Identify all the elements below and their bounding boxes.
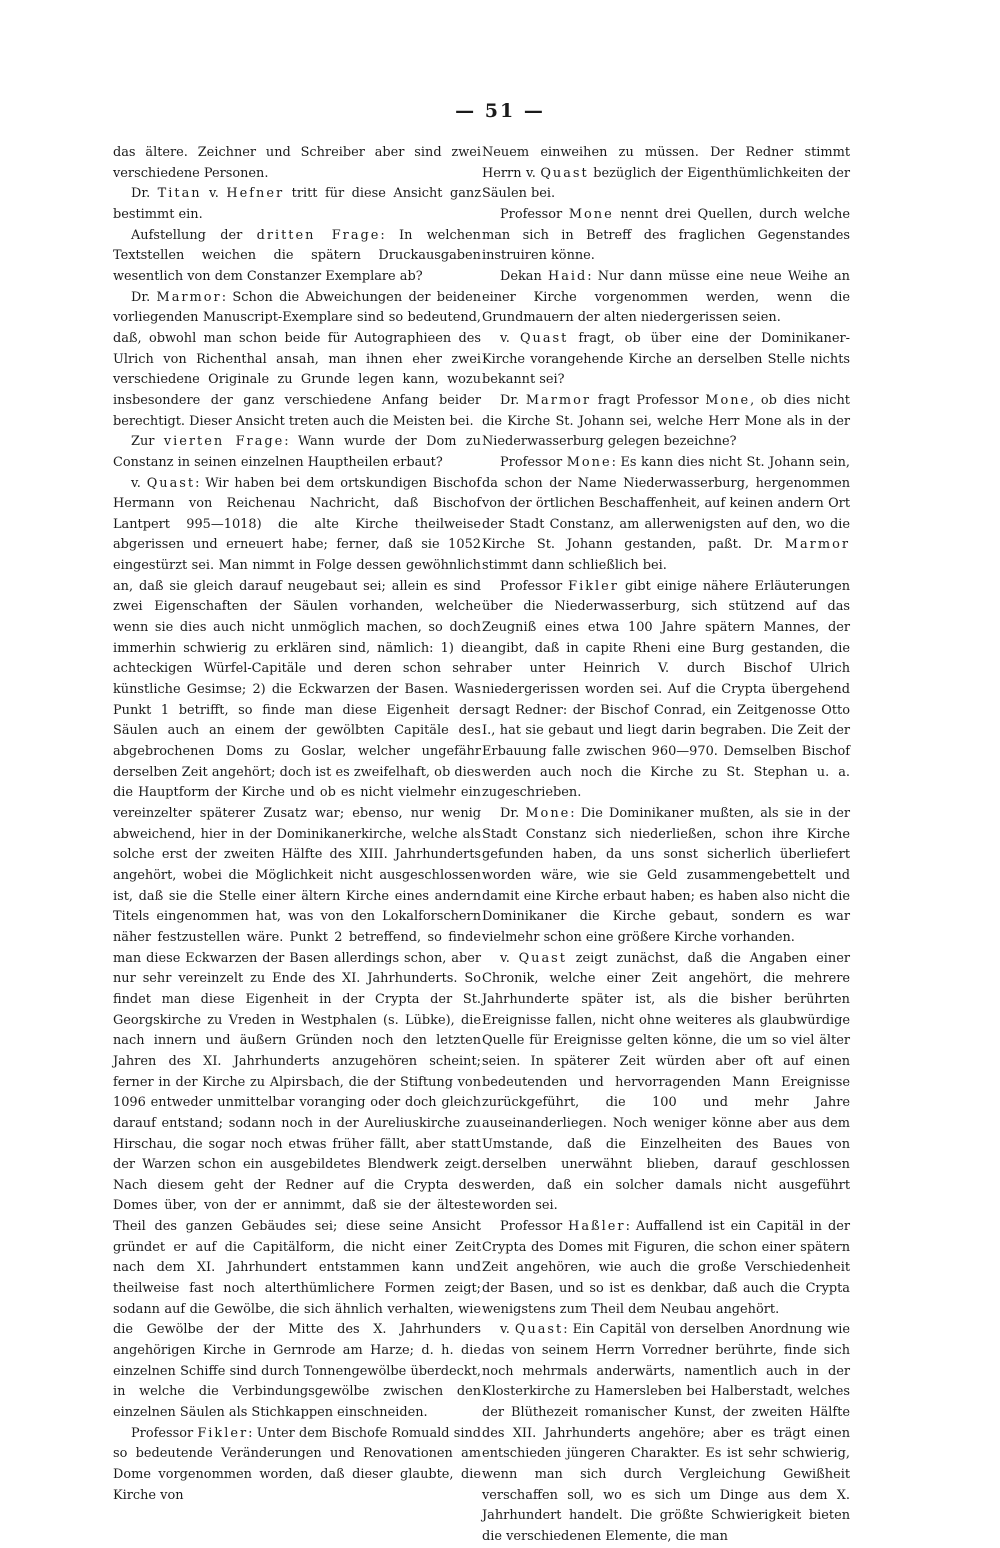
paragraph: [482, 577, 850, 804]
right-column: [482, 143, 850, 1548]
paragraph: [482, 949, 850, 1218]
text-run: v.: [500, 950, 519, 966]
text-run: Professor: [131, 1425, 198, 1441]
text-run: v.: [500, 330, 520, 346]
text-run: tritt für diese Ansicht ganz bestimmt ein.: [113, 186, 481, 222]
speaker-name: Mone: [566, 454, 612, 470]
text-run: : Ein Capitäl von derselben Anordnung wie das von seinem Herrn Vorredner berührte, finde sich noch mehrmals anderwärts, namentlich auch in der Klosterkirche zu Hamersleben bei Halberstadt, welches der Blüthezeit romanischer Kunst, der zweiten Hälfte des XII. Jahrhunderts angehöre; aber es trägt einen entschieden jüngeren Charakter. Es ist sehr schwierig, wenn man sich durch Vergleichung Gewißheit verschaffen soll, wo es sich um Dinge aus dem X. Jahrhundert handelt. Die größte Schwierigkeit bieten die verschiedenen Elemente, die man: [482, 1322, 850, 1544]
text-run: Dekan: [500, 268, 548, 284]
text-run: zeigt zunächst, daß die Angaben einer Chronik, welche einer Zeit angehört, die mehrere Jahrhunderte später ist, als die bisher berührten Ereignisse fallen, nicht ohne weiteres als glaubwürdige Quelle für Ereignisse gelten könne, die um so viel älter seien. In späterer Zeit würden aber oft auf einen bedeutenden und hervorragenden Mann Ereignisse zurückgeführt, die 100 und mehr Jahre auseinanderliegen. Noch weniger könne aber aus dem Umstande, daß die Einzelheiten des Baues von derselben unerwähnt blieben, darauf geschlossen werden, daß ein solcher damals nicht ausgeführt worden sei.: [482, 950, 850, 1214]
text-run: : Die Dominikaner mußten, als sie in der Stadt Constanz sich niederließen, schon ihre Kirche gefunden haben, da uns sonst sicherlich überliefert worden wäre, wie sie Geld zusammengebettelt und damit eine Kirche erbaut haben; es haben also nicht die Dominikaner die Kirche gebaut, sondern es war vielmehr schon eine größere Kirche vorhanden.: [482, 806, 850, 945]
speaker-name: Hefner: [226, 186, 285, 202]
speaker-name: Mone: [568, 206, 614, 222]
text-run: stimmt dann schließlich bei.: [482, 558, 667, 574]
paragraph: [113, 432, 481, 473]
paragraph: [113, 288, 481, 433]
text-run: das ältere. Zeichner und Schreiber aber sind zwei verschiedene Personen.: [113, 145, 481, 181]
speaker-name: Quast: [514, 1322, 564, 1338]
text-run: Neuem einweihen zu müssen. Der Redner stimmt Herrn v.: [482, 145, 850, 181]
speaker-name: Quast: [519, 330, 569, 346]
text-run: nennt drei Quellen, durch welche man sich in Betreff des fraglichen Gegenstandes instruiren könne.: [482, 206, 850, 264]
text-run: , ob dies nicht die Kirche St. Johann sei, welche Herr Mone als in der Niederwasserburg gelegen bezeichne?: [482, 392, 850, 450]
speaker-name: Haid: [547, 268, 588, 284]
speaker-name: Quast: [540, 165, 589, 181]
speaker-name: Mone: [705, 392, 751, 408]
text-run: : Nur dann müsse eine neue Weihe an einer Kirche vorgenommen werden, wenn die Grundmauern der alten niedergerissen seien.: [482, 268, 850, 326]
paragraph: [482, 1320, 850, 1547]
speaker-name: dritten Frage: [256, 227, 381, 243]
speaker-name: vierten Frage: [163, 434, 285, 450]
paragraph: [482, 804, 850, 949]
text-run: : Wir haben bei dem ortskundigen Bischof Hermann von Reichenau Nachricht, daß Bischof Lantpert 995—1018) die alte Kirche theilweise abgerissen und erneuert habe; ferner, daß sie 1052 eingestürzt sei. Man nimmt in Folge dessen gewöhnlich an, daß sie gleich darauf neugebaut sei; allein es sind zwei Eigenschaften der Säulen vorhanden, welche wenn sie dies auch nicht unmöglich machen, so doch immerhin schwierig zu erklären sind, nämlich: 1) die achteckigen Würfel-Capitäle und deren schon sehr künstliche Gesimse; 2) die Eckwarzen der Basen. Was Punkt 1 betrifft, so finde man diese Eigenheit der Säulen auch an einem der gewölbten Capitäle des abgebrochenen Doms zu Goslar, welcher ungefähr derselben Zeit angehört; doch ist es zweifelhaft, ob dies die Hauptform der Kirche und ob es nicht vielmehr ein vereinzelter späterer Zusatz war; ebenso, nur wenig abweichend, hier in der Dominikanerkirche, welche als solche erst der zweiten Hälfte des XIII. Jahrhunderts angehört, wobei die Möglichkeit nicht ausgeschlossen ist, daß sie die Stelle einer ältern Kirche eines andern Titels eingenommen hat, was von den Lokalforschern näher festzustellen wäre. Punkt 2 betreffend, so finde man diese Eckwarzen der Basen allerdings schon, aber nur sehr vereinzelt zu Ende des XI. Jahrhunderts. So findet man diese Eigenheit in der Crypta der St. Georgskirche zu Vreden in Westphalen (s. Lübke), die nach innern und äußern Gründen noch den letzten Jahren des XI. Jahrhunderts anzugehören scheint; ferner in der Kirche zu Alpirsbach, die der Stiftung von 1096 entweder unmittelbar voranging oder doch gleich darauf entstand; sodann noch in der Aureliuskirche zu Hirschau, die sogar noch etwas früher fällt, aber statt der Warzen schon ein ausgebildetes Blendwerk zeigt. Nach diesem geht der Redner auf die Crypta des Domes über, von der er annimmt, daß sie der älteste Theil des ganzen Gebäudes sei; diese seine Ansicht gründet er auf die Capitälform, die nicht einer Zeit nach dem XI. Jahrhundert entstammen kann und theilweise fast noch alterthümlichere Formen zeigt; sodann auf die Gewölbe, die sich ähnlich verhalten, wie die Gewölbe der der Mitte des X. Jahrhunders angehörigen Kirche in Gernrode am Harze; d. h. die einzelnen Schiffe sind durch Tonnengewölbe überdeckt, in welche die Verbindungsgewölbe zwischen den einzelnen Säulen als Stichkappen einschneiden.: [113, 475, 482, 1421]
text-run: Dr.: [500, 392, 526, 408]
speaker-name: Quast: [146, 475, 196, 491]
speaker-name: Mone: [525, 806, 571, 821]
paragraph: [482, 453, 850, 577]
text-run: Aufstellung der: [131, 227, 257, 243]
text-run: v.: [500, 1322, 515, 1338]
text-run: v.: [131, 475, 147, 491]
paragraph: [482, 391, 850, 453]
speaker-name: Quast: [518, 950, 567, 966]
text-run: Dr.: [500, 806, 526, 821]
paragraph: [482, 329, 850, 391]
text-run: : Auffallend ist ein Capitäl in der Crypta des Domes mit Figuren, die schon einer spätern Zeit angehören, wie auch die große Verschiedenheit der Basen, und so ist es denkbar, daß auch die Crypta wenigstens zum Theil dem Neubau angehört.: [482, 1219, 850, 1317]
text-run: Professor: [500, 1219, 569, 1235]
text-run: gibt einige nähere Erläuterungen über die Niederwasserburg, sich stützend auf das Zeugniß eines etwa 100 Jahre spätern Mannes, der angibt, daß in capite Rheni eine Burg gestanden, die aber unter Heinrich V. durch Bischof Ulrich niedergerissen worden sei. Auf die Crypta übergehend sagt Redner: der Bischof Conrad, ein Zeitgenosse Otto I., hat sie gebaut und liegt darin begraben. Die Zeit der Erbauung falle zwischen 960—970. Demselben Bischof werden auch noch die Kirche zu St. Stephan u. a. zugeschrieben.: [482, 578, 851, 801]
paragraph: [482, 1217, 850, 1320]
paragraph: [113, 226, 481, 288]
speaker-name: Haßler: [568, 1219, 626, 1235]
text-run: Zur: [131, 434, 164, 450]
speaker-name: Fikler: [197, 1425, 249, 1441]
paragraph: [113, 143, 481, 184]
text-run: : Unter dem Bischofe Romuald sind so bedeutende Veränderungen und Renovationen am Dome vorgenommen worden, daß dieser glaubte, die Kirche von: [113, 1425, 481, 1503]
speaker-name: Titan: [157, 186, 202, 202]
text-run: fragt, ob über eine der Dominikaner-Kirche vorangehende Kirche an derselben Stelle nichts bekannt sei?: [482, 330, 850, 388]
left-column: [113, 143, 481, 1506]
text-run: Dr.: [131, 186, 158, 202]
text-run: : In welchen Textstellen weichen die spätern Druckausgaben wesentlich von dem Constanzer Exemplare ab?: [113, 227, 481, 284]
paragraph: [482, 143, 850, 205]
speaker-name: Marmor: [784, 537, 850, 553]
text-run: fragt Professor: [591, 392, 706, 408]
speaker-name: Marmor: [525, 392, 592, 408]
speaker-name: Fikler: [568, 578, 619, 594]
text-run: : Wann wurde der Dom zu Constanz in seinen einzelnen Hauptheilen erbaut?: [113, 434, 481, 470]
text-run: Professor: [500, 454, 567, 470]
text-run: Dr.: [131, 289, 157, 305]
paragraph: [113, 1424, 481, 1507]
page-number: — 51 —: [455, 100, 545, 122]
text-run: Professor: [500, 206, 569, 222]
paragraph: [482, 205, 850, 267]
text-run: : Es kann dies nicht St. Johann sein, da schon der Name Niederwasserburg, hergenommen von der örtlichen Beschaffenheit, auf keinen andern Ort der Stadt Constanz, am allerwenigsten auf den, wo die Kirche St. Johann gestanden, paßt. Dr.: [482, 454, 851, 553]
text-run: Professor: [500, 578, 569, 594]
text-run: bezüglich der Eigenthümlichkeiten der Säulen bei.: [482, 165, 850, 202]
paragraph: [113, 474, 481, 1424]
text-run: v.: [201, 186, 227, 202]
text-run: : Schon die Abweichungen der beiden vorliegenden Manuscript-Exemplare sind so bedeutend, daß, obwohl man schon beide für Autographieen des Ulrich von Richenthal ansah, man ihnen eher zwei verschiedene Originale zu Grunde legen kann, wozu insbesondere der ganz verschiedene Anfang beider berechtigt. Dieser Ansicht treten auch die Meisten bei.: [113, 289, 481, 429]
paragraph: [113, 184, 481, 225]
speaker-name: Marmor: [156, 289, 222, 305]
paragraph: [482, 267, 850, 329]
